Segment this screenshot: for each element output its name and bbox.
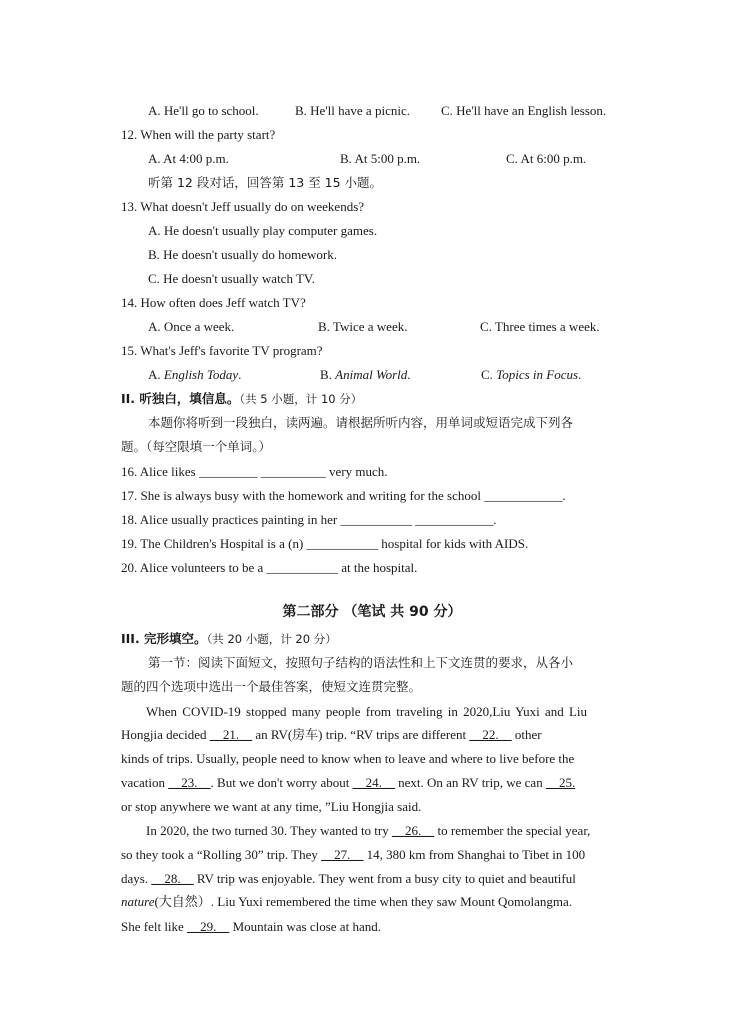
passage-line-3: kinds of trips. Usually, people need to know when to leave and where to live before the bbox=[121, 751, 575, 766]
blank-25: __25. bbox=[545, 775, 576, 790]
passage-text: Mountain was close at hand. bbox=[229, 919, 381, 934]
section3-instruction-1: 第一节：阅读下面短文，按照句子结构的语法性和上下文连贯的要求，从各小 bbox=[148, 655, 574, 670]
q14-option-b: B. Twice a week. bbox=[318, 319, 408, 334]
passage-line-5: or stop anywhere we want at any time, ”Liu Hongjia said. bbox=[121, 799, 422, 814]
passage-line-7 bbox=[121, 846, 585, 864]
q15-option-b-period: . bbox=[407, 367, 411, 382]
section2-instruction-1: 本题你将听到一段独白，读两遍。请根据所听内容，用单词或短语完成下列各 bbox=[148, 415, 574, 430]
q15-option-c bbox=[481, 366, 581, 384]
section2-instruction-2: 题。（每空限填一个单词。） bbox=[121, 439, 272, 454]
passage-text: 14, 380 km from Shanghai to Tibet in 100 bbox=[363, 847, 586, 862]
q12-option-b: B. At 5:00 p.m. bbox=[340, 151, 421, 166]
q15-option-b bbox=[320, 366, 411, 384]
q14-option-c: C. Three times a week. bbox=[480, 319, 600, 334]
passage-text: RV trip was enjoyable. They went from a busy city to quiet and beautiful bbox=[193, 871, 576, 886]
q15-question: 15. What's Jeff's favorite TV program? bbox=[121, 343, 323, 358]
passage-text: an RV(房车) trip. “RV trips are different bbox=[252, 727, 470, 742]
q15-option-a-title: English Today bbox=[163, 367, 239, 382]
section2-heading-note: （共 5 小题，计 10 分） bbox=[239, 392, 363, 406]
q12-option-a: A. At 4:00 p.m. bbox=[148, 151, 229, 166]
passage-text: next. On an RV trip, we can bbox=[394, 775, 546, 790]
section3-heading-title: III. 完形填空。 bbox=[121, 631, 207, 646]
q15-option-b-prefix: B. bbox=[320, 367, 336, 382]
passage-text: In 2020, the two turned 30. They wanted to try bbox=[146, 823, 392, 838]
q15-option-c-prefix: C. bbox=[481, 367, 497, 382]
blank-22: __22.__ bbox=[469, 727, 512, 742]
q11-option-c: C. He'll have an English lesson. bbox=[441, 103, 607, 118]
q12-question: 12. When will the party start? bbox=[121, 127, 276, 142]
passage-text: . But we don't worry about bbox=[210, 775, 353, 790]
blank-23: __23.__ bbox=[168, 775, 211, 790]
q13-option-a: A. He doesn't usually play computer games. bbox=[148, 223, 378, 238]
q15-option-a-prefix: A. bbox=[148, 367, 164, 382]
passage-line-10 bbox=[121, 918, 381, 936]
q13-question: 13. What doesn't Jeff usually do on weekends? bbox=[121, 199, 365, 214]
passage-text: days. bbox=[121, 871, 152, 886]
passage-line-1: When COVID-19 stopped many people from traveling in 2020,Liu Yuxi and Liu bbox=[146, 704, 588, 719]
blank-29: __29.__ bbox=[187, 919, 230, 934]
section2-heading bbox=[121, 390, 362, 408]
passage-text: other bbox=[511, 727, 542, 742]
passage-line-6 bbox=[146, 822, 590, 840]
passage-line-9 bbox=[121, 893, 572, 911]
passage-text: so they took a “Rolling 30” trip. They bbox=[121, 847, 322, 862]
section3-heading bbox=[121, 630, 337, 648]
dialog12-intro: 听第 12 段对话，回答第 13 至 15 小题。 bbox=[148, 175, 383, 190]
q12-option-c: C. At 6:00 p.m. bbox=[506, 151, 587, 166]
passage-text: vacation bbox=[121, 775, 169, 790]
q20-text: 20. Alice volunteers to be a ___________ at the hospital. bbox=[121, 560, 418, 575]
blank-21: __21.__ bbox=[209, 727, 253, 742]
q11-option-b: B. He'll have a picnic. bbox=[295, 103, 410, 118]
q19-text: 19. The Children's Hospital is a (n) ___________ hospital for kids with AIDS. bbox=[121, 536, 529, 551]
q14-option-a: A. Once a week. bbox=[148, 319, 235, 334]
passage-text: to remember the special year, bbox=[434, 823, 591, 838]
part2-title: 第二部分 （笔试 共 90 分） bbox=[282, 604, 462, 620]
passage-line-2 bbox=[121, 726, 542, 744]
blank-24: __24.__ bbox=[352, 775, 395, 790]
section3-heading-note: （共 20 小题，计 20 分） bbox=[206, 632, 337, 646]
passage-line-8 bbox=[121, 870, 576, 888]
q17-text: 17. She is always busy with the homework and writing for the school ____________. bbox=[121, 488, 566, 503]
passage-line-4 bbox=[121, 774, 575, 792]
blank-28: __28.__ bbox=[151, 871, 194, 886]
q16-text: 16. Alice likes _________ __________ very much. bbox=[121, 464, 388, 479]
q11-option-a: A. He'll go to school. bbox=[148, 103, 259, 118]
q14-question: 14. How often does Jeff watch TV? bbox=[121, 295, 306, 310]
blank-26: __26.__ bbox=[392, 823, 435, 838]
section2-heading-title: II. 听独白，填信息。 bbox=[121, 391, 240, 406]
q15-option-a bbox=[148, 366, 241, 384]
passage-text: Hongjia decided bbox=[121, 727, 210, 742]
q15-option-c-title: Topics in Focus bbox=[496, 367, 579, 382]
passage-nature-word: nature bbox=[121, 894, 155, 909]
passage-text: She felt like bbox=[121, 919, 188, 934]
blank-27: __27.__ bbox=[321, 847, 364, 862]
section3-instruction-2: 题的四个选项中选出一个最佳答案，使短文连贯完整。 bbox=[121, 679, 422, 694]
q15-option-c-period: . bbox=[578, 367, 582, 382]
passage-text: (大自然）. Liu Yuxi remembered the time when they saw Mount Qomolangma. bbox=[154, 894, 573, 909]
q18-text: 18. Alice usually practices painting in her ___________ ____________. bbox=[121, 512, 497, 527]
q13-option-c: C. He doesn't usually watch TV. bbox=[148, 271, 315, 286]
q13-option-b: B. He doesn't usually do homework. bbox=[148, 247, 338, 262]
q15-option-a-period: . bbox=[238, 367, 242, 382]
q15-option-b-title: Animal World bbox=[335, 367, 408, 382]
